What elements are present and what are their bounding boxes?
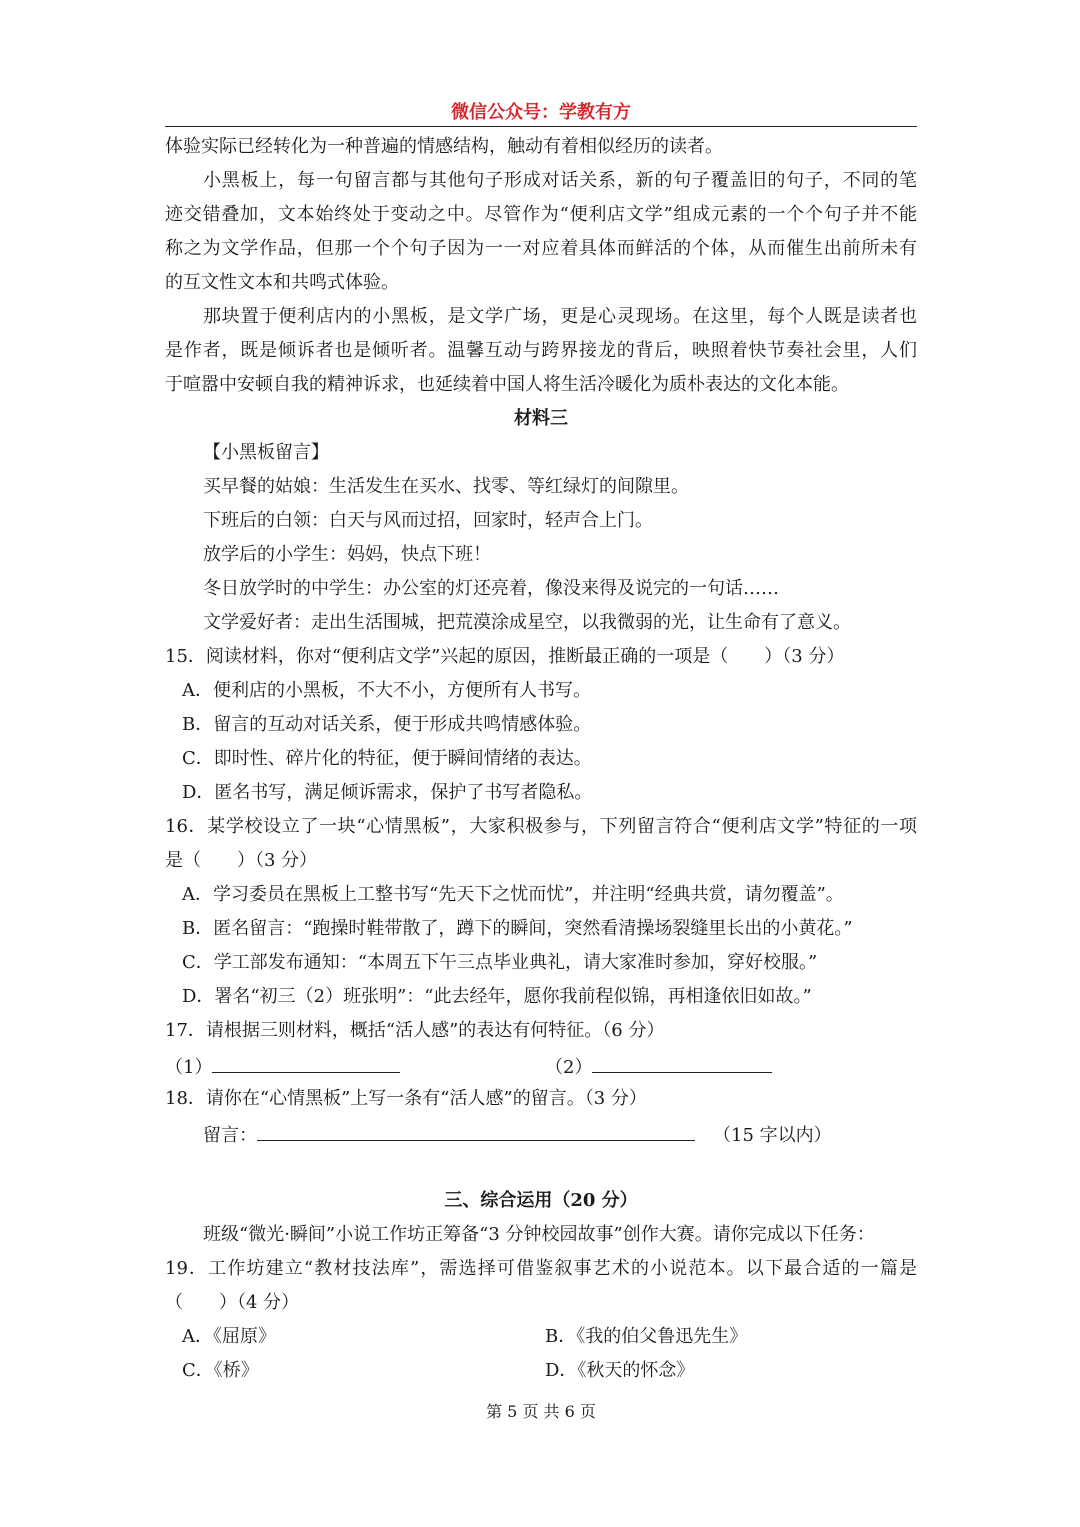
question-17-answer-1 — [165, 1052, 545, 1081]
paragraph-line: 称之为文学作品，但那一个个句子因为一一对应着具体而鲜活的个体，从而催生出前所未有 — [165, 238, 917, 259]
answer-1-blank[interactable] — [212, 1052, 400, 1073]
board-label: 【小黑板留言】 — [203, 442, 329, 463]
page-number: 第 5 页 共 6 页 — [486, 1402, 596, 1421]
question-15-option-a: A．便利店的小黑板，不大不小，方便所有人书写。 — [182, 680, 591, 701]
question-16-stem: 16．某学校设立了一块“心情黑板”，大家积极参与，下列留言符合“便利店文学”特征的一项 — [165, 816, 917, 837]
word-limit: （15 字以内） — [713, 1125, 832, 1146]
section-3-title: 三、综合运用（20 分） — [444, 1190, 638, 1211]
question-19-stem: 19．工作坊建立“教材技法库”，需选择可借鉴叙事艺术的小说范本。以下最合适的一篇是 — [165, 1258, 917, 1279]
question-19-option-d: D．《秋天的怀念》 — [545, 1360, 695, 1381]
question-19-option-a: A．《屈原》 — [182, 1326, 276, 1347]
paragraph-line: 迹交错叠加，文本始终处于变动之中。尽管作为“便利店文学”组成元素的一个个句子并不能 — [165, 204, 917, 225]
answer-2-blank[interactable] — [592, 1052, 772, 1073]
paragraph-line: 小黑板上，每一句留言都与其他句子形成对话关系，新的句子覆盖旧的句子，不同的笔 — [203, 170, 917, 191]
page-header: 微信公众号：学教有方 — [451, 102, 631, 123]
question-15-stem: 15．阅读材料，你对“便利店文学”兴起的原因，推断最正确的一项是（ ）（3 分） — [165, 646, 845, 667]
question-19-option-c: C．《桥》 — [182, 1360, 259, 1381]
board-message: 放学后的小学生：妈妈，快点下班！ — [203, 544, 491, 565]
message-blank[interactable] — [257, 1120, 695, 1141]
section-3-intro: 班级“微光·瞬间”小说工作坊正筹备“3 分钟校园故事”创作大赛。请你完成以下任务： — [203, 1224, 875, 1245]
paragraph-line: 体验实际已经转化为一种普遍的情感结构，触动有着相似经历的读者。 — [165, 136, 723, 157]
question-19-option-b: B．《我的伯父鲁迅先生》 — [545, 1326, 748, 1347]
question-19-stem-cont: （ ）（4 分） — [165, 1292, 300, 1313]
answer-label: 留言： — [203, 1125, 257, 1146]
question-15-option-d: D．匿名书写，满足倾诉需求，保护了书写者隐私。 — [182, 782, 593, 803]
header-rule — [165, 126, 917, 127]
board-message: 文学爱好者：走出生活围城，把荒漠涂成星空，以我微弱的光，让生命有了意义。 — [203, 612, 851, 633]
board-message: 买早餐的姑娘：生活发生在买水、找零、等红绿灯的间隙里。 — [203, 476, 689, 497]
question-18-stem: 18．请你在“心情黑板”上写一条有“活人感”的留言。（3 分） — [165, 1088, 647, 1109]
question-16-option-c: C．学工部发布通知：“本周五下午三点毕业典礼，请大家准时参加，穿好校服。” — [182, 952, 818, 973]
question-17-stem: 17．请根据三则材料，概括“活人感”的表达有何特征。（6 分） — [165, 1020, 665, 1041]
question-16-option-d: D．署名“初三（2）班张明”：“此去经年，愿你我前程似锦，再相逢依旧如故。” — [182, 986, 812, 1007]
paragraph-line: 的互文性文本和共鸣式体验。 — [165, 272, 399, 293]
section-title-material3: 材料三 — [514, 408, 568, 429]
paragraph-line: 是作者，既是倾诉者也是倾听者。温馨互动与跨界接龙的背后，映照着快节奏社会里，人们 — [165, 340, 917, 361]
answer-2-label: （2） — [545, 1057, 593, 1078]
question-18-answer — [203, 1120, 917, 1149]
board-message: 下班后的白领：白天与风而过招，回家时，轻声合上门。 — [203, 510, 653, 531]
question-15-option-c: C．即时性、碎片化的特征，便于瞬间情绪的表达。 — [182, 748, 592, 769]
board-message: 冬日放学时的中学生：办公室的灯还亮着，像没来得及说完的一句话…… — [203, 578, 779, 599]
question-15-option-b: B．留言的互动对话关系，便于形成共鸣情感体验。 — [182, 714, 592, 735]
question-17-answer-2 — [545, 1052, 845, 1081]
paragraph-line: 那块置于便利店内的小黑板，是文学广场，更是心灵现场。在这里，每个人既是读者也 — [203, 306, 917, 327]
question-16-option-a: A．学习委员在黑板上工整书写“先天下之忧而忧”，并注明“经典共赏，请勿覆盖”。 — [182, 884, 844, 905]
question-16-option-b: B．匿名留言：“跑操时鞋带散了，蹲下的瞬间，突然看清操场裂缝里长出的小黄花。” — [182, 918, 853, 939]
question-16-stem-cont: 是（ ）（3 分） — [165, 850, 318, 871]
paragraph-line: 于喧嚣中安顿自我的精神诉求，也延续着中国人将生活冷暖化为质朴表达的文化本能。 — [165, 374, 849, 395]
answer-1-label: （1） — [165, 1057, 213, 1078]
